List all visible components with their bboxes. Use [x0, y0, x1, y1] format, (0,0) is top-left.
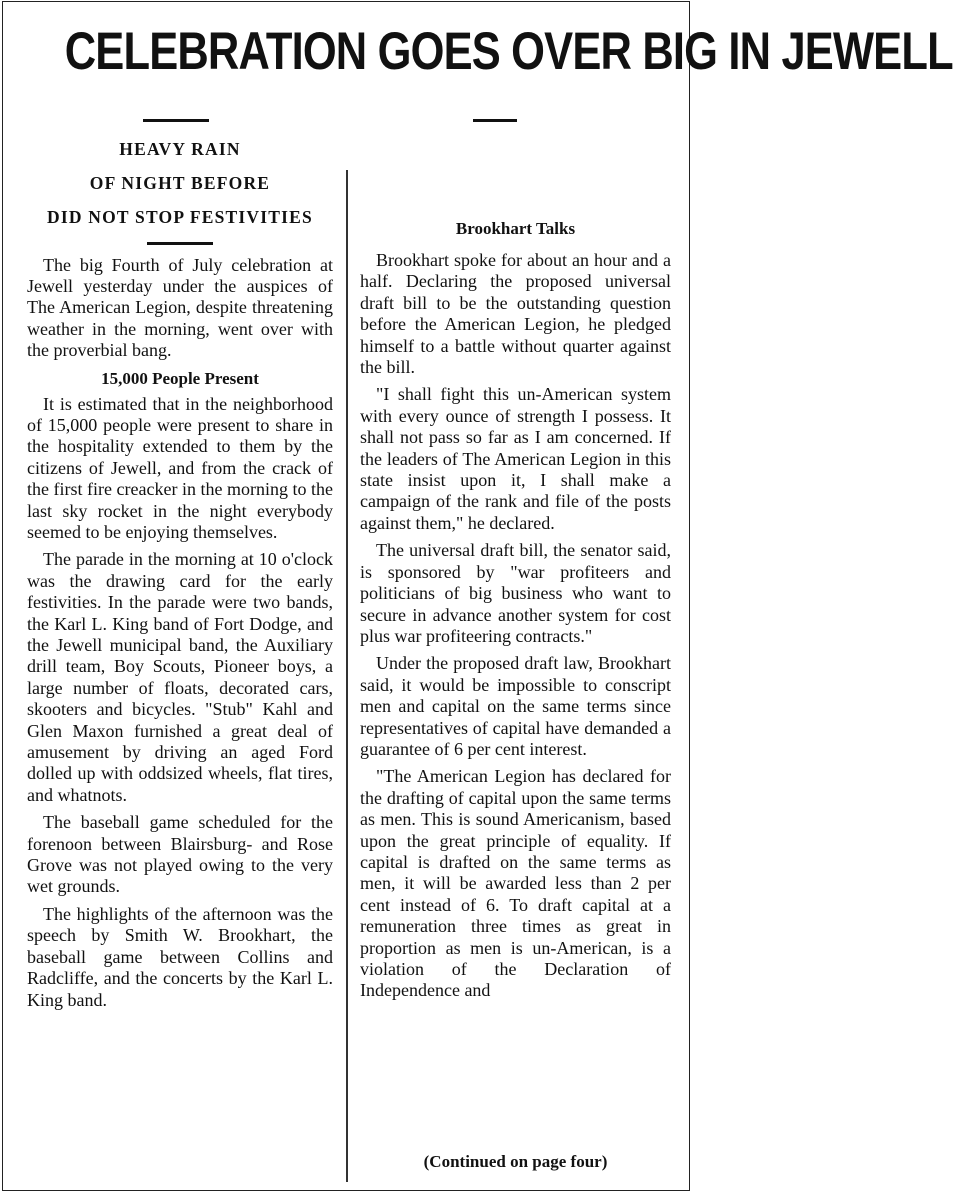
deck-line-3: DID NOT STOP FESTIVITIES [47, 207, 313, 227]
lead-paragraph: The big Fourth of July celebration at Jewell yesterday under the auspices of The American Legion, despite threatening weather in the morning, went over with the proverbial bang. [27, 254, 333, 361]
column-divider [346, 170, 348, 1182]
deck [27, 132, 333, 234]
paragraph: Under the proposed draft law, Brookhart said, it would be impossible to conscript men and capital on the same terms since representatives of capital have demanded a guarantee of 6 per cent interest. [360, 653, 671, 759]
headline: CELEBRATION GOES OVER BIG IN JEWELL [64, 22, 953, 81]
paragraph: The highlights of the afternoon was the speech by Smith W. Brookhart, the baseball game between Collins and Radcliffe, and the concerts by the Karl L. King band. [27, 903, 333, 1010]
headline-rule-left [143, 119, 209, 122]
right-column [360, 216, 671, 1008]
paragraph: The parade in the morning at 10 o'clock was the drawing card for the early festivities. In the parade were two bands, the Karl L. King band of Fort Dodge, and the Jewell municipal band, the Auxiliary drill team, Boy Scouts, Pioneer boys, a large number of floats, decorated cars, skooters and bicycles. "Stub" Kahl and Glen Maxon furnished a great deal of amusement by driving an aged Ford dolled up with oddsized wheels, flat tires, and whatnots. [27, 549, 333, 805]
newspaper-clipping [2, 1, 953, 1191]
paragraph: The baseball game scheduled for the forenoon between Blairsburg- and Rose Grove was not played owing to the very wet grounds. [27, 812, 333, 897]
paragraph: "The American Legion has declared for the drafting of capital upon the same terms as men. This is sound Americanism, based upon the great principle of equality. If capital is drafted on the same terms as men, it will be awarded less than 2 per cent instead of 6. To draft capital at a remuneration three times as great in proportion as men is un-American, is a violation of the Declaration of Independence and [360, 766, 671, 1001]
subhead-attendance: 15,000 People Present [101, 368, 259, 388]
deck-rule [147, 242, 213, 245]
deck-line-2: OF NIGHT BEFORE [89, 173, 271, 193]
deck-line-1: HEAVY RAIN [119, 139, 241, 159]
paragraph: The universal draft bill, the senator said, is sponsored by "war profiteers and politicians of big business who want to secure in advance another system for cost plus war profiteering contracts." [360, 540, 671, 646]
paragraph: Brookhart spoke for about an hour and a half. Declaring the proposed universal draft bill to be the outstanding question before the American Legion, he pledged himself to a battle without quarter against the bill. [360, 250, 671, 378]
paragraph: "I shall fight this un-American system with every ounce of strength I possess. It shall not pass so far as I am concerned. If the leaders of The American Legion in this state insist upon it, I shall make a campaign of the rank and file of the posts against them," he declared. [360, 384, 671, 533]
subhead-brookhart: Brookhart Talks [455, 219, 576, 238]
paragraph: It is estimated that in the neighborhood of 15,000 people were present to share in the hospitality extended to them by the citizens of Jewell, and from the crack of the first fire creacker in the morning to the last sky rocket in the night everybody seemed to be enjoying themselves. [27, 393, 333, 542]
left-column [27, 132, 333, 1017]
headline-rule-right [473, 119, 517, 122]
continued-note: (Continued on page four) [423, 1152, 608, 1171]
